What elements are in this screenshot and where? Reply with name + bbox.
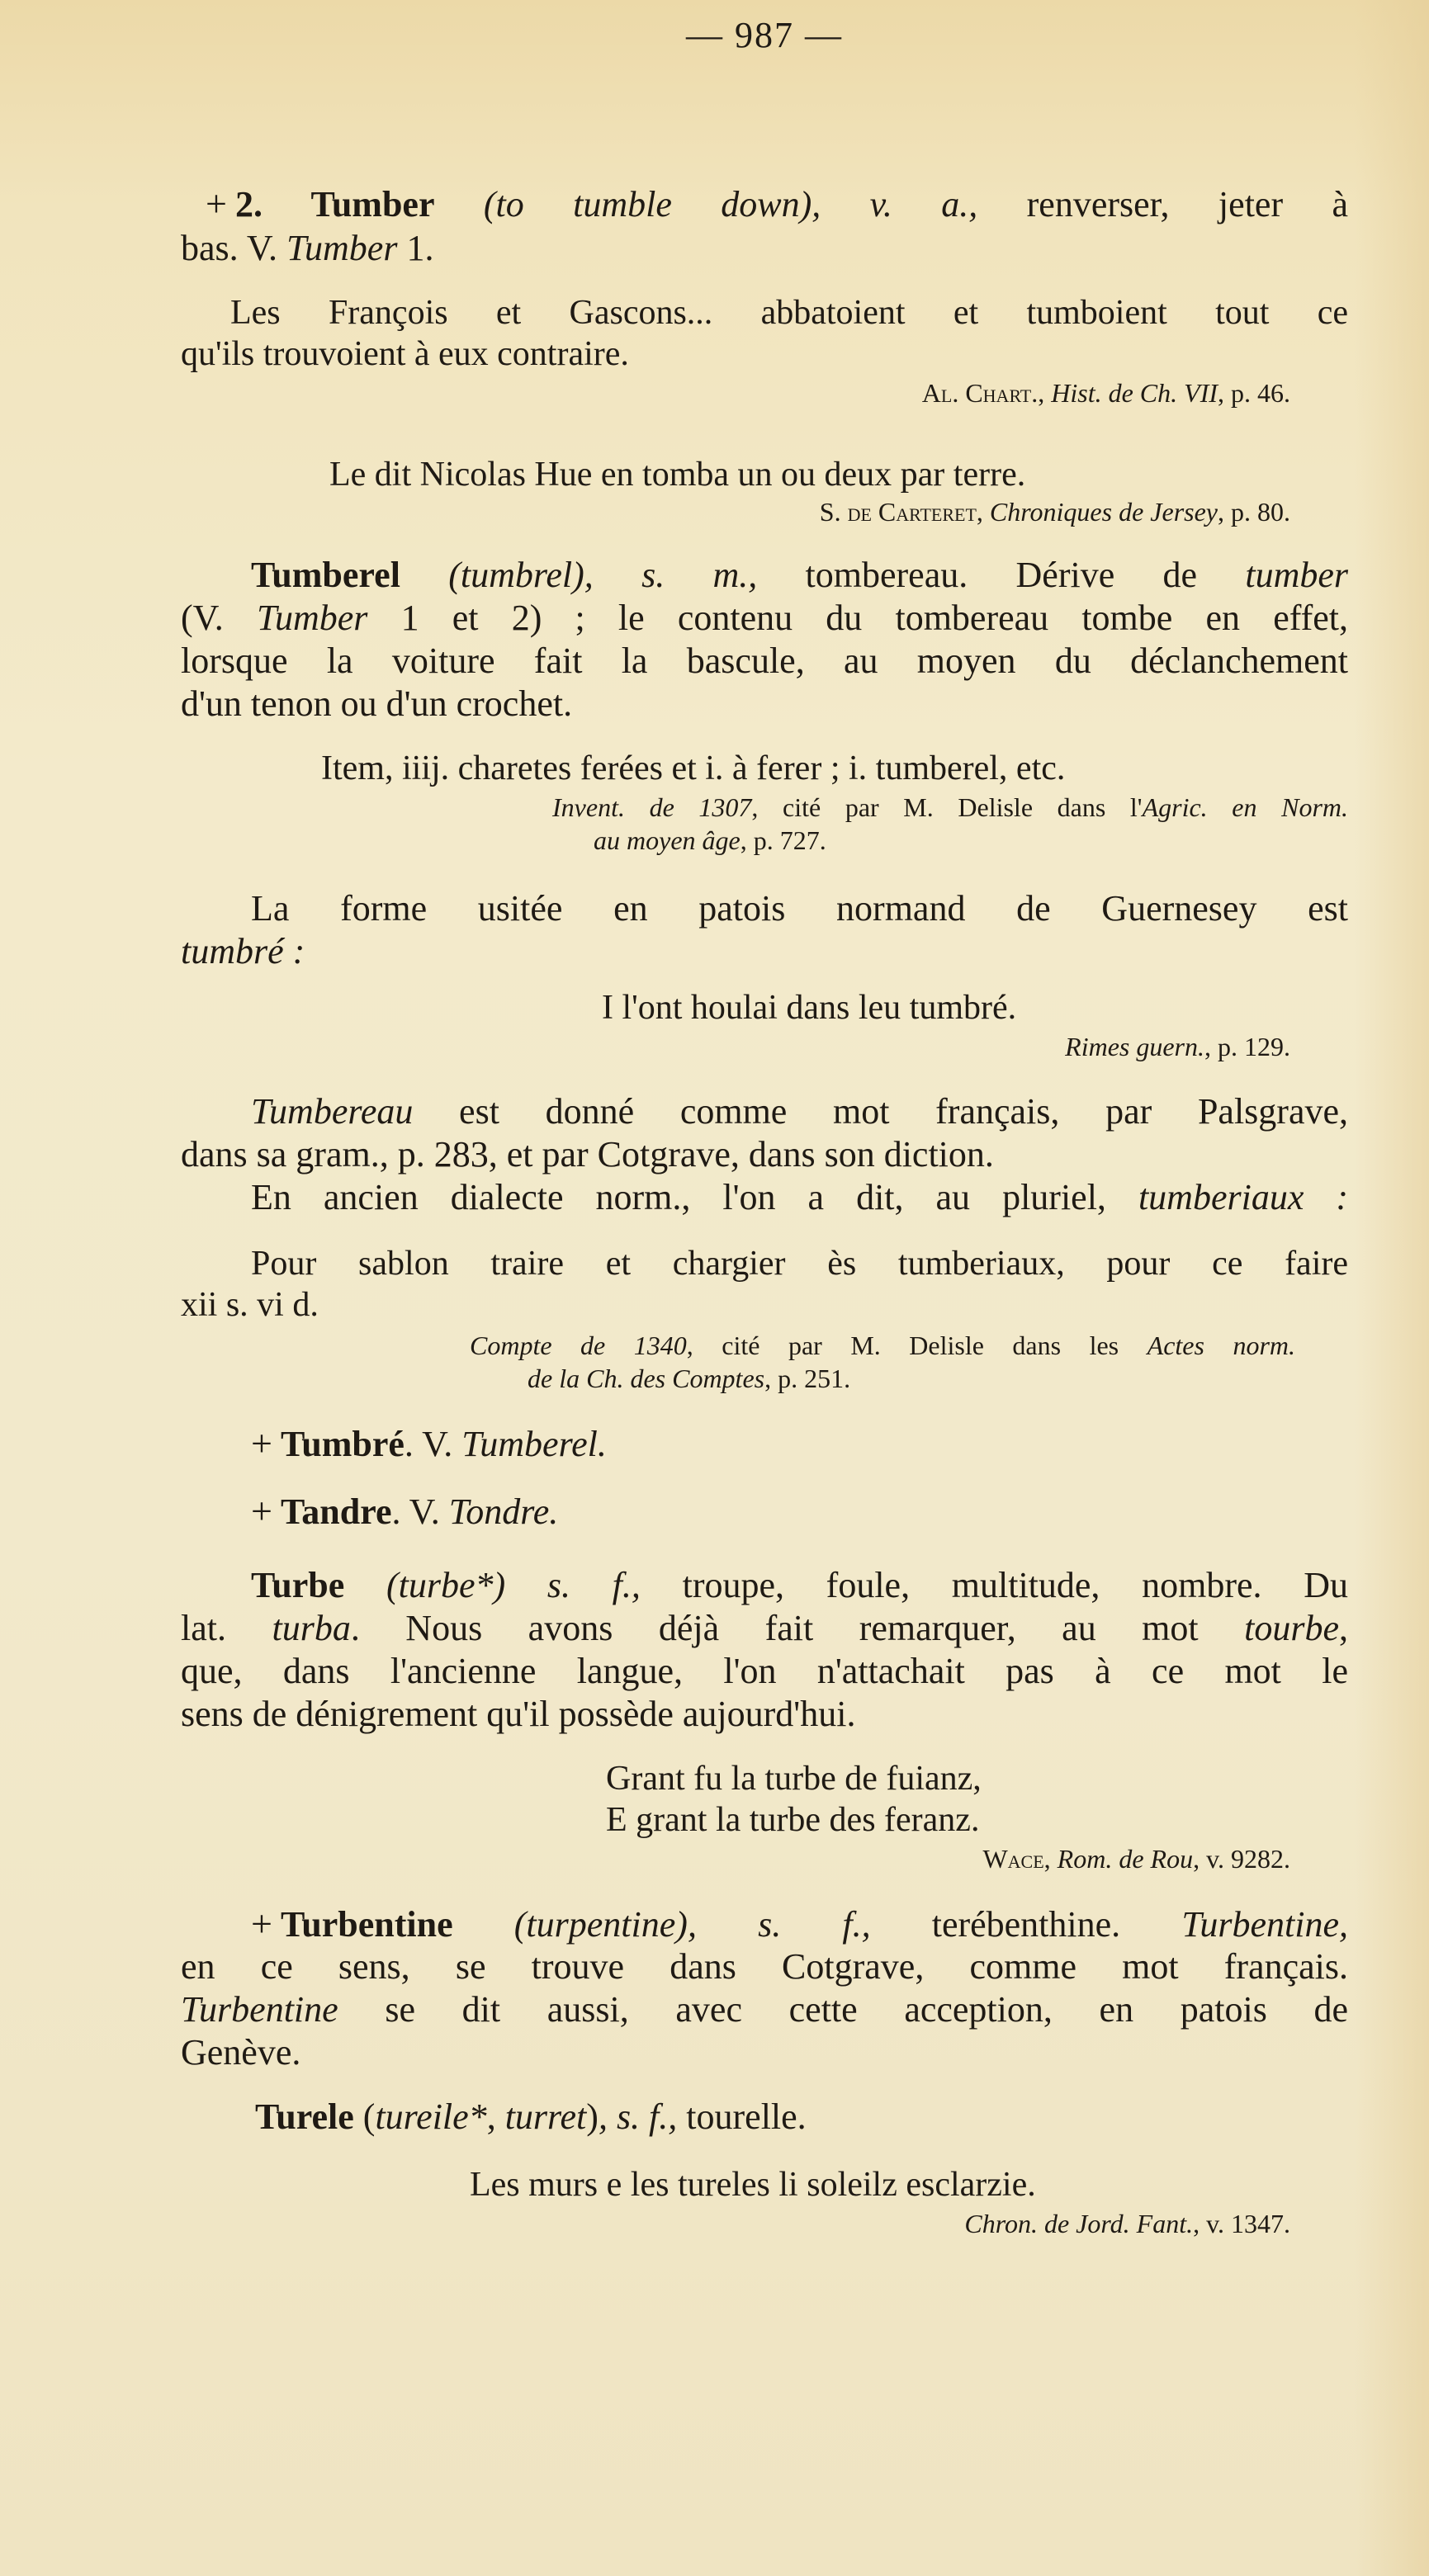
citation-page: , p. 129.: [1204, 1032, 1290, 1061]
etymology: (to tumble down): [483, 184, 812, 225]
citation: [552, 791, 1348, 824]
term: tumberiaux :: [1138, 1177, 1349, 1217]
cross-marker-icon: +: [251, 1422, 272, 1464]
part-of-speech: , v. a.,: [812, 184, 978, 225]
citation: Wace, Rom. de Rou, v. 9282.: [982, 1844, 1290, 1874]
headword: Tandre: [280, 1491, 392, 1532]
part-of-speech: , s. m.,: [584, 555, 758, 595]
paragraph: dans sa gram., p. 283, et par Cotgrave, dans son diction.: [181, 1134, 994, 1175]
citation-work: Invent. de 1307: [552, 792, 752, 822]
quotation: Le dit Nicolas Hue en tomba un ou deux par terre.: [329, 456, 1026, 494]
text: lat.: [181, 1608, 272, 1648]
text: En ancien dialecte norm., l'on a dit, au pluriel,: [251, 1177, 1138, 1217]
definition: tombereau. Dérive de: [757, 555, 1246, 595]
definition: terébenthine.: [870, 1904, 1182, 1945]
verse-line: Grant fu la turbe de fuianz,: [606, 1760, 982, 1798]
entry-tumberel: [251, 555, 1348, 596]
page-edge-shadow: [1355, 0, 1429, 2576]
cross-reference: tourbe: [1244, 1608, 1340, 1648]
text: , cité par M. Delisle dans l': [751, 792, 1143, 822]
text: ,: [486, 2096, 505, 2137]
part-of-speech: , s. f.,: [598, 2096, 678, 2137]
entry-line: [181, 1989, 1348, 2030]
quotation: xii s. vi d.: [181, 1286, 319, 1324]
paragraph: La forme usitée en patois normand de Guernesey est: [251, 888, 1348, 929]
text: . V.: [404, 1424, 462, 1464]
quotation: I l'ont houlai dans leu tumbré.: [602, 989, 1017, 1027]
headword: Tumberel: [251, 555, 400, 595]
text: est donné comme mot français, par Palsgrave,: [413, 1091, 1348, 1132]
text: 1.: [397, 228, 434, 268]
etymology: (tumbrel): [448, 555, 584, 595]
cross-reference: Tumberel.: [461, 1424, 607, 1464]
citation-work: Rom. de Rou: [1057, 1844, 1194, 1874]
text: . Nous avons déjà fait remarquer, au mot: [350, 1608, 1245, 1648]
citation: Al. Chart., Hist. de Ch. VII, p. 46.: [921, 378, 1290, 408]
entry-turbe: [251, 1565, 1348, 1606]
term: Tumbereau: [251, 1091, 414, 1132]
cross-reference: Tondre.: [448, 1491, 559, 1532]
citation-work: Agric. en Norm.: [1142, 792, 1349, 822]
cross-reference: tumber: [1245, 555, 1349, 595]
cross-reference: Tumber: [256, 598, 368, 638]
entry-turbentine: [251, 1903, 1348, 1945]
etymology: tureile*: [375, 2096, 487, 2137]
definition: troupe, foule, multitude, nombre. Du: [640, 1565, 1348, 1605]
headword: Turbe: [251, 1565, 345, 1605]
etymology: turret: [504, 2096, 587, 2137]
text: . V.: [391, 1491, 449, 1532]
entry-line: en ce sens, se trouve dans Cotgrave, comme mot français.: [181, 1946, 1348, 1987]
quotation: qu'ils trouvoient à eux contraire.: [181, 335, 629, 373]
cross-reference: Tumber: [286, 228, 398, 268]
text: bas. V.: [181, 228, 286, 268]
term: turba: [272, 1608, 351, 1648]
entry-line: d'un tenon ou d'un crochet.: [181, 683, 573, 724]
citation-author: Al. Chart.: [921, 378, 1039, 408]
definition: tourelle.: [677, 2096, 807, 2137]
citation: [594, 824, 1337, 857]
etymology: (turpentine): [513, 1904, 688, 1945]
headword: Turbentine: [280, 1904, 453, 1945]
headword: 2. Tumber: [234, 184, 435, 225]
paragraph: [251, 1177, 1348, 1218]
text: se dit aussi, avec cette acception, en patois de: [338, 1989, 1348, 2030]
entry-tumbre: [251, 1423, 1418, 1465]
citation-work: Compte de 1340: [470, 1331, 687, 1360]
definition: renverser, jeter à: [977, 184, 1348, 225]
citation-page: , p. 727.: [740, 825, 826, 855]
entry-tumber-2: [206, 183, 1348, 225]
term: Turbentine: [181, 1989, 338, 2030]
citation: [528, 1362, 1270, 1395]
entry-line: lorsque la voiture fait la bascule, au moyen du déclanchement: [181, 640, 1348, 681]
text: (: [362, 2096, 376, 2137]
quotation: Pour sablon traire et chargier ès tumberiaux, pour ce faire: [251, 1245, 1348, 1283]
part-of-speech: s. f.,: [505, 1565, 641, 1605]
entry-line: Genève.: [181, 2032, 301, 2073]
citation: S. de Carteret, Chroniques de Jersey, p. 80.: [819, 497, 1290, 527]
quotation: Item, iiij. charetes ferées et i. à ferer ; i. tumberel, etc.: [321, 749, 1066, 787]
headword: Tumbré: [280, 1424, 405, 1464]
entry-line: [181, 1608, 1348, 1649]
verse-line: E grant la turbe des feranz.: [606, 1801, 980, 1839]
citation-work: Actes norm.: [1147, 1331, 1296, 1360]
citation-work: au moyen âge: [594, 825, 741, 855]
citation-work: Hist. de Ch. VII: [1051, 378, 1218, 408]
cross-marker-icon: +: [206, 182, 227, 225]
citation-work: Chroniques de Jersey: [989, 497, 1218, 527]
citation-page: , p. 46.: [1218, 378, 1290, 408]
entry-line: sens de dénigrement qu'il possède aujourd'hui.: [181, 1694, 856, 1734]
text: , cité par M. Delisle dans les: [686, 1331, 1147, 1360]
citation-author: S. de Carteret: [819, 497, 977, 527]
entry-tandre: [251, 1491, 1418, 1533]
citation-work: de la Ch. des Comptes: [528, 1364, 765, 1393]
citation: [181, 1030, 1348, 1063]
citation-work: Rimes guern.: [1065, 1032, 1204, 1061]
cross-marker-icon: +: [251, 1490, 272, 1532]
quotation: Les François et Gascons... abbatoient et tumboient tout ce: [230, 294, 1348, 332]
page-number: — 987 —: [686, 15, 843, 55]
headword: Turele: [255, 2096, 354, 2137]
etymology: (turbe*): [386, 1565, 506, 1605]
entry-turele: [255, 2096, 1422, 2138]
entry-line: [181, 598, 1348, 639]
paragraph: tumbré :: [181, 931, 305, 971]
citation-page: , v. 1347.: [1193, 2209, 1290, 2238]
citation: [470, 1329, 1295, 1362]
citation-page: , v. 9282.: [1193, 1844, 1290, 1874]
citation-page: , p. 251.: [764, 1364, 851, 1393]
entry-line: [181, 228, 1348, 269]
text: 1 et 2) ; le contenu du tombereau tombe en effet,: [367, 598, 1348, 638]
term: Turbentine,: [1181, 1904, 1348, 1945]
text: (V.: [181, 598, 257, 638]
paragraph: [251, 1091, 1348, 1132]
text: ,: [1339, 1608, 1349, 1648]
citation-work: Chron. de Jord. Fant.: [964, 2209, 1194, 2238]
cross-marker-icon: +: [251, 1902, 272, 1945]
citation-author: Wace: [982, 1844, 1044, 1874]
entry-line: que, dans l'ancienne langue, l'on n'attachait pas à ce mot le: [181, 1651, 1348, 1691]
quotation: Les murs e les tureles li soleilz esclarzie.: [470, 2166, 1036, 2204]
citation-page: , p. 80.: [1218, 497, 1290, 527]
text: ): [586, 2096, 599, 2137]
citation: [181, 2207, 1348, 2240]
part-of-speech: , s. f.,: [687, 1904, 871, 1945]
